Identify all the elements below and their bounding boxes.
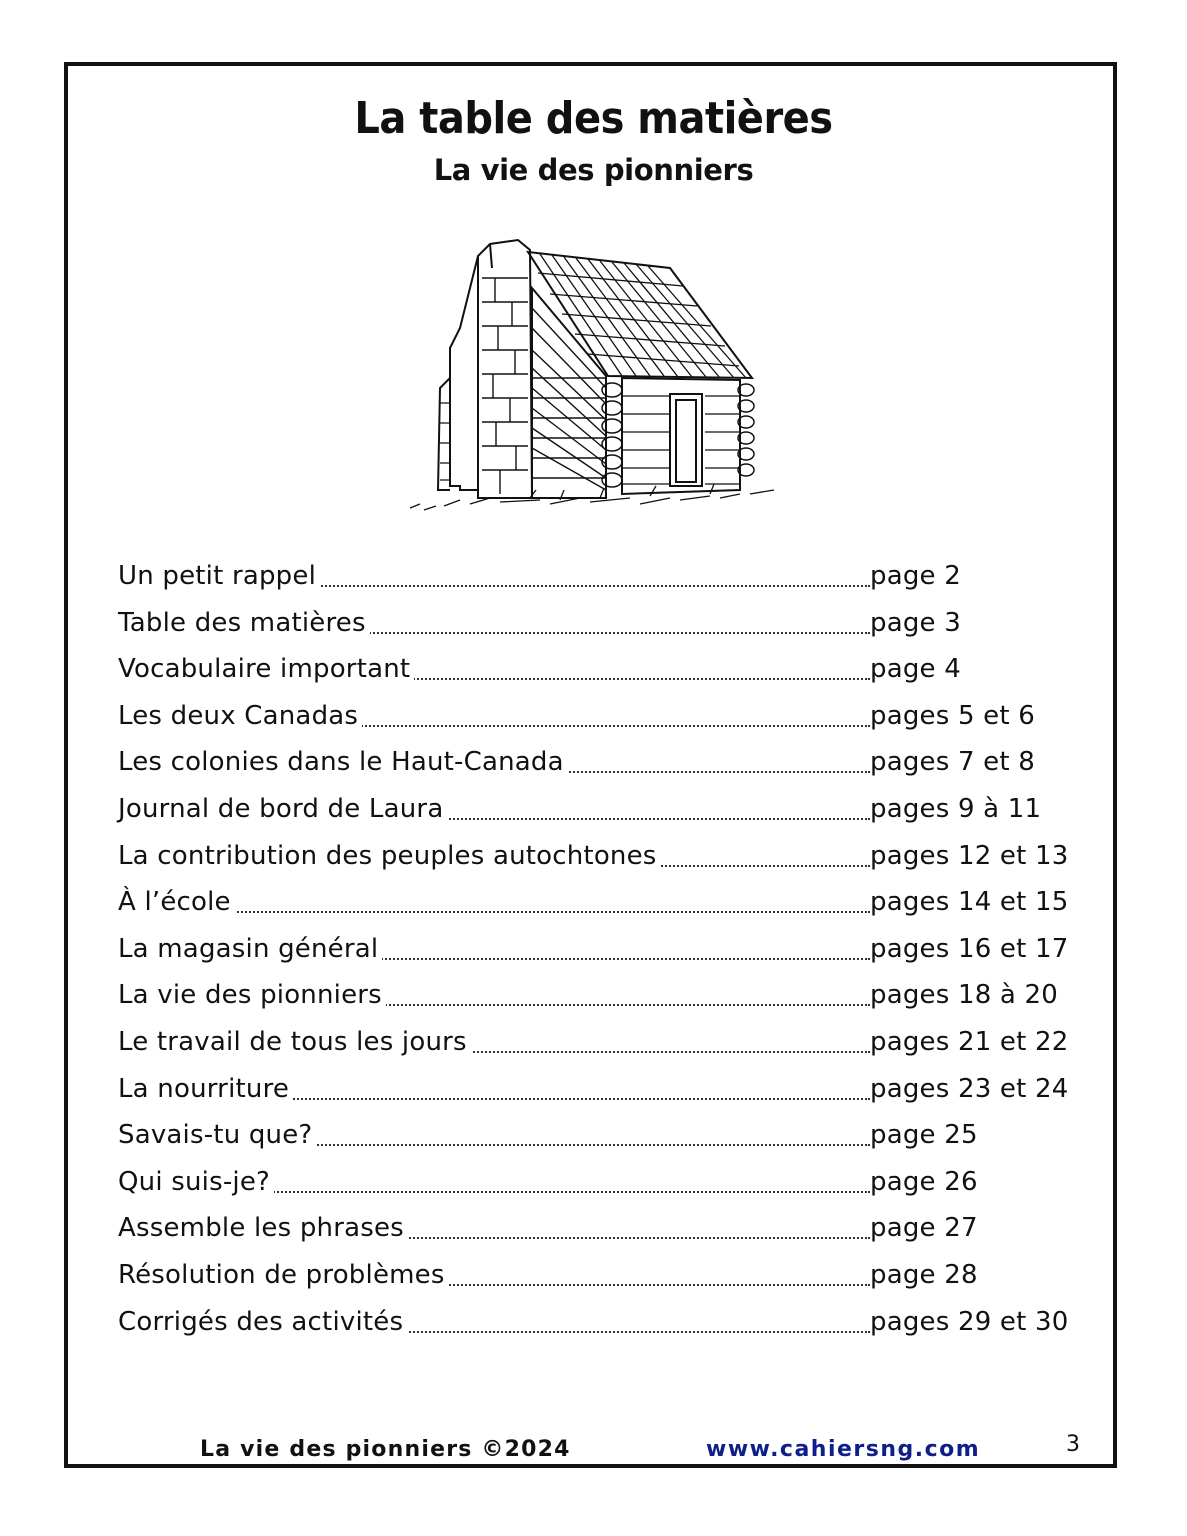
toc-entry-page: page 25 [870, 1120, 978, 1151]
toc-row[interactable] [118, 1255, 1078, 1302]
toc-row[interactable] [118, 836, 1078, 883]
toc-entry-page: pages 12 et 13 [870, 840, 1069, 871]
footer-website-link[interactable]: www.cahiersng.com [706, 1437, 981, 1462]
toc-entry-page: page 27 [870, 1213, 978, 1244]
table-of-contents [118, 556, 1078, 1348]
toc-entry-page: pages 21 et 22 [870, 1026, 1069, 1057]
toc-entry-page: page 28 [870, 1259, 978, 1290]
toc-entry-title: Qui suis-je? [118, 1162, 274, 1202]
toc-entry-page: page 26 [870, 1166, 978, 1197]
toc-entry-title: À l’école [118, 882, 235, 922]
toc-entry-title: Journal de bord de Laura [118, 789, 447, 829]
toc-entry-page: pages 7 et 8 [870, 747, 1035, 778]
toc-row[interactable] [118, 696, 1078, 743]
toc-row[interactable] [118, 1022, 1078, 1069]
toc-entry-title: Table des matières [118, 603, 370, 643]
toc-entry-page: page 4 [870, 654, 961, 685]
toc-row[interactable] [118, 556, 1078, 603]
toc-entry-page: pages 14 et 15 [870, 887, 1069, 918]
toc-row[interactable] [118, 1162, 1078, 1209]
footer-copyright: La vie des pionniers ©2024 [200, 1437, 571, 1462]
toc-entry-page: pages 18 à 20 [870, 980, 1058, 1011]
toc-row[interactable] [118, 649, 1078, 696]
toc-entry-title: La contribution des peuples autochtones [118, 836, 661, 876]
toc-row[interactable] [118, 1069, 1078, 1116]
toc-entry-title: Les colonies dans le Haut-Canada [118, 742, 568, 782]
toc-entry-title: Savais-tu que? [118, 1115, 316, 1155]
toc-entry-title: La vie des pionniers [118, 975, 386, 1015]
toc-row[interactable] [118, 742, 1078, 789]
toc-entry-page: pages 29 et 30 [870, 1306, 1069, 1337]
toc-entry-page: page 3 [870, 607, 961, 638]
toc-entry-title: Résolution de problèmes [118, 1255, 449, 1295]
toc-row[interactable] [118, 929, 1078, 976]
toc-entry-page: pages 23 et 24 [870, 1073, 1069, 1104]
toc-row[interactable] [118, 1115, 1078, 1162]
page-number: 3 [1066, 1432, 1080, 1457]
toc-row[interactable] [118, 1302, 1078, 1349]
toc-row[interactable] [118, 789, 1078, 836]
page-subtitle: La vie des pionniers [433, 153, 754, 187]
toc-entry-title: Les deux Canadas [118, 696, 362, 736]
page-title: La table des matières [354, 94, 833, 144]
toc-entry-title: La nourriture [118, 1069, 293, 1109]
toc-row[interactable] [118, 603, 1078, 650]
toc-entry-page: pages 5 et 6 [870, 700, 1035, 731]
toc-entry-page: page 2 [870, 561, 961, 591]
toc-row[interactable] [118, 1208, 1078, 1255]
toc-entry-title: Un petit rappel [118, 556, 320, 596]
toc-entry-title: Corrigés des activités [118, 1302, 407, 1342]
toc-entry-page: pages 16 et 17 [870, 933, 1069, 964]
toc-row[interactable] [118, 882, 1078, 929]
toc-entry-page: pages 9 à 11 [870, 793, 1042, 824]
toc-entry-title: Vocabulaire important [118, 649, 414, 689]
toc-entry-title: La magasin général [118, 929, 382, 969]
toc-row[interactable] [118, 975, 1078, 1022]
toc-entry-title: Le travail de tous les jours [118, 1022, 471, 1062]
toc-entry-title: Assemble les phrases [118, 1208, 408, 1248]
log-cabin-icon [400, 228, 790, 528]
